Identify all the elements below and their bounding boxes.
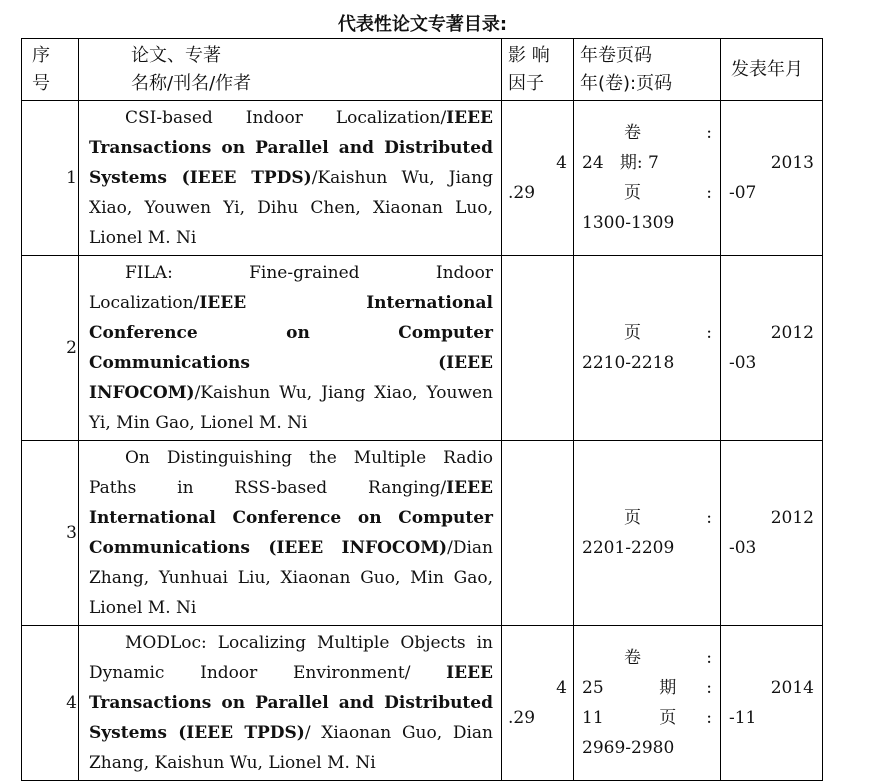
header-paper-line2: 名称/刊名/作者 [131, 72, 252, 94]
month: -03 [729, 353, 757, 373]
table-row [22, 101, 823, 256]
row-pages [574, 256, 721, 441]
row-date [721, 256, 823, 441]
table-header-row [22, 39, 823, 101]
paper-venue: IEEE Transactions on Parallel and Distributed Systems (IEEE TPDS) [89, 663, 493, 743]
paper-authors: /Kaishun Wu, Jiang Xiao, Youwen Yi, Min Gao, Lionel M. Ni [89, 383, 493, 433]
impact-frac: .29 [508, 183, 536, 203]
header-date [721, 39, 823, 101]
month: -11 [729, 708, 757, 728]
issue-label: 期: [619, 153, 643, 173]
year: 2013 [770, 153, 814, 173]
row-pages [574, 441, 721, 626]
row-date [721, 101, 823, 256]
header-seq-line2: 号 [32, 72, 50, 94]
row-impact [502, 626, 574, 781]
colon: : [706, 508, 712, 528]
table-row [22, 256, 823, 441]
impact-frac: .29 [508, 708, 536, 728]
impact-int: 4 [556, 153, 567, 173]
month: -07 [729, 183, 757, 203]
paper-authors: /Dian Zhang, Yunhuai Liu, Xiaonan Guo, Min Gao, Lionel M. Ni [89, 538, 493, 618]
vol-label: 卷 [624, 648, 641, 668]
row-seq: 4 [22, 626, 79, 781]
row-date [721, 626, 823, 781]
page-range: 2201-2209 [582, 538, 675, 558]
colon: : [706, 123, 712, 143]
row-seq: 2 [22, 256, 79, 441]
table-row [22, 626, 823, 781]
year: 2014 [770, 678, 814, 698]
page-label: 页 [659, 708, 677, 728]
header-seq [22, 39, 79, 101]
row-date [721, 441, 823, 626]
paper-title: On Distinguishing the Multiple Radio Paths in RSS-based Ranging/ [89, 448, 493, 498]
header-impact-line2: 因子 [508, 72, 544, 94]
paper-title: CSI-based Indoor Localization/ [125, 108, 447, 128]
header-seq-line1: 序 [32, 44, 50, 66]
row-paper [79, 101, 502, 256]
row-impact [502, 441, 574, 626]
colon: : [706, 678, 712, 698]
paper-venue: IEEE International Conference on Computer Communications (IEEE INFOCOM) [89, 478, 493, 558]
header-paper [79, 39, 502, 101]
vol-value: 24 [582, 153, 604, 173]
vol-value: 25 [582, 678, 604, 698]
paper-title: FILA: Fine-grained Indoor Localization/ [89, 263, 493, 313]
year: 2012 [770, 323, 814, 343]
header-impact-line1: 影 响 [508, 44, 550, 66]
row-paper [79, 256, 502, 441]
row-seq: 3 [22, 441, 79, 626]
page-range: 2969-2980 [582, 738, 675, 758]
header-pages-line1: 年卷页码 [580, 44, 652, 66]
paper-venue: IEEE International Conference on Computer Communications (IEEE INFOCOM) [89, 293, 493, 403]
page-range: 1300-1309 [582, 213, 675, 233]
table-row [22, 441, 823, 626]
row-impact [502, 101, 574, 256]
year: 2012 [770, 508, 814, 528]
row-impact [502, 256, 574, 441]
paper-venue: IEEE Transactions on Parallel and Distributed Systems (IEEE TPDS) [89, 108, 493, 188]
publication-table [21, 38, 823, 781]
colon: : [706, 708, 712, 728]
page-label: 页 [624, 323, 641, 343]
vol-label: 卷 [624, 123, 641, 143]
issue-value: 7 [648, 153, 659, 173]
page-label: 页 [624, 508, 641, 528]
issue-label: 期 [659, 678, 677, 698]
paper-title: MODLoc: Localizing Multiple Objects in Dynamic Indoor Environment/ [89, 633, 493, 683]
row-pages [574, 626, 721, 781]
month: -03 [729, 538, 757, 558]
header-pages-line2: 年(卷):页码 [580, 72, 673, 94]
colon: : [706, 183, 712, 203]
colon: : [706, 323, 712, 343]
impact-int: 4 [556, 678, 567, 698]
page-label: 页 [624, 183, 641, 203]
row-paper [79, 626, 502, 781]
row-paper [79, 441, 502, 626]
colon: : [706, 648, 712, 668]
page-title: 代表性论文专著目录: [337, 14, 508, 35]
row-seq: 1 [22, 101, 79, 256]
row-pages [574, 101, 721, 256]
paper-authors: / Xiaonan Guo, Dian Zhang, Kaishun Wu, Lionel M. Ni [89, 723, 493, 773]
header-paper-line1: 论文、专著 [131, 44, 221, 66]
header-date-label: 发表年月 [731, 58, 803, 80]
header-impact [502, 39, 574, 101]
header-pages [574, 39, 721, 101]
paper-authors: /Kaishun Wu, Jiang Xiao, Youwen Yi, Dihu Chen, Xiaonan Luo, Lionel M. Ni [89, 168, 494, 248]
page-range: 2210-2218 [582, 353, 675, 373]
issue-value: 11 [582, 708, 604, 728]
